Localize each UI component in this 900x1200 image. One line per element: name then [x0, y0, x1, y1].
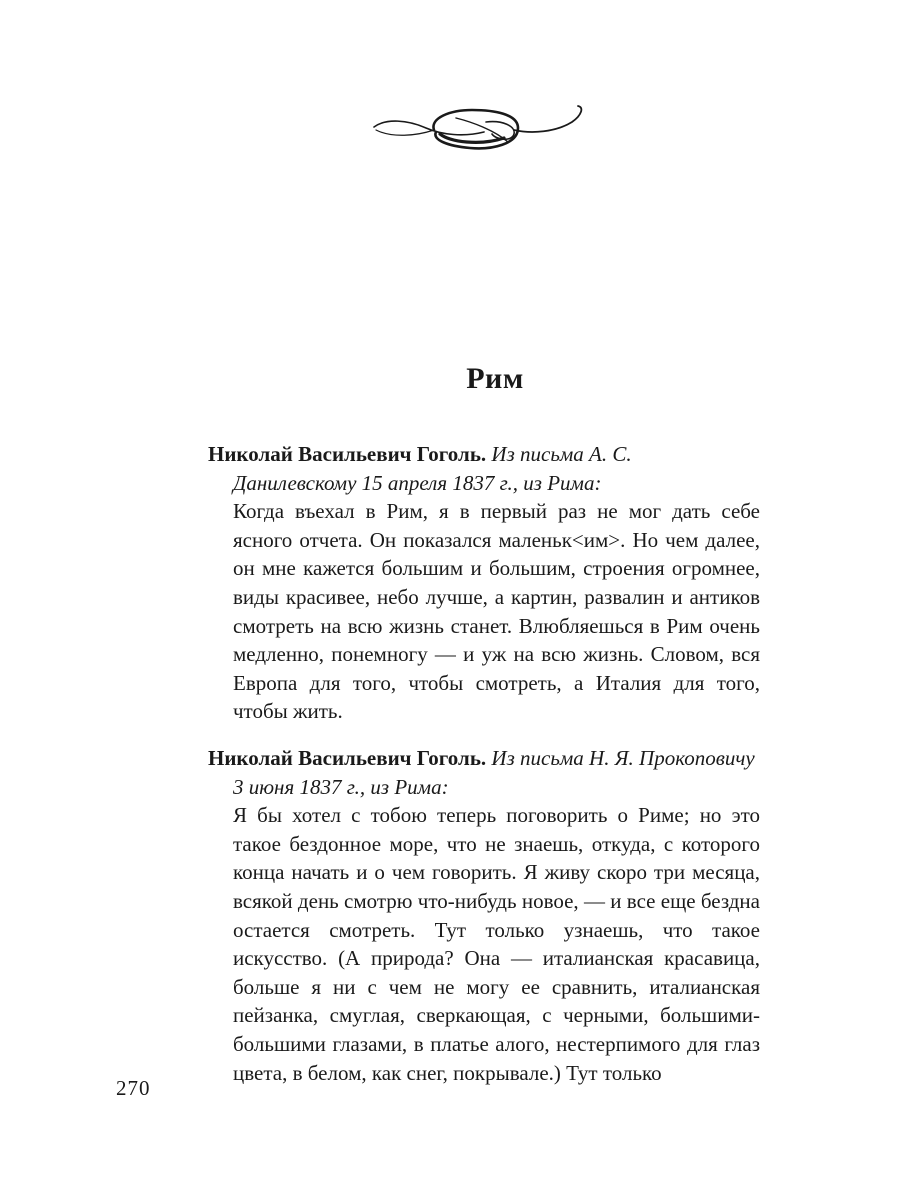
chapter-title: Рим — [466, 362, 524, 395]
author-name: Николай Васильевич Гоголь. — [208, 746, 487, 770]
author-name: Николай Васильевич Гоголь. — [208, 442, 487, 466]
quote-text: Когда въехал в Рим, я в первый раз не мог дать себе ясного отчета. Он показался маленьк<им>. Но чем далее, он мне кажется большим и большим, строения огромнее, виды красивее, небо лучше, а картин, развалин и антиков смотреть на всю жизнь станет. Влюбляешься в Рим очень медленно, понемногу — и уж на всю жизнь. Словом, вся Европа для того, чтобы смотреть, а Италия для того, чтобы жить. — [233, 499, 760, 724]
letter-source: Из письма Н. Я. Прокоповичу 3 июня 1837 г., из Рима: — [233, 746, 755, 799]
entry-heading — [208, 440, 760, 497]
quote-entry — [208, 744, 760, 1087]
entry-heading — [208, 744, 760, 801]
quote-text: Я бы хотел с тобою теперь поговорить о Риме; но это такое бездонное море, что не знаешь, откуда, с которого конца начать и о чем говорить. Я живу скоро три месяца, всякой день смотрю что-нибудь новое, — и все еще бездна остается смотреть. Тут только узнаешь, что такое искусство. (А природа? Она — италианская красавица, больше я ни с чем не могу ее сравнить, италианская пейзанка, смуглая, сверкающая, с черными, большими-большими глазами, в платье алого, нестерпимого для глаз цвета, в белом, как снег, покрывале.) Тут только — [233, 803, 760, 1085]
page-number: 270 — [116, 1076, 151, 1100]
flourish-ornament-icon — [368, 100, 592, 162]
letter-source: Из письма А. С. Данилевскому 15 апреля 1837 г., из Рима: — [233, 442, 632, 495]
quote-entry — [208, 440, 760, 726]
